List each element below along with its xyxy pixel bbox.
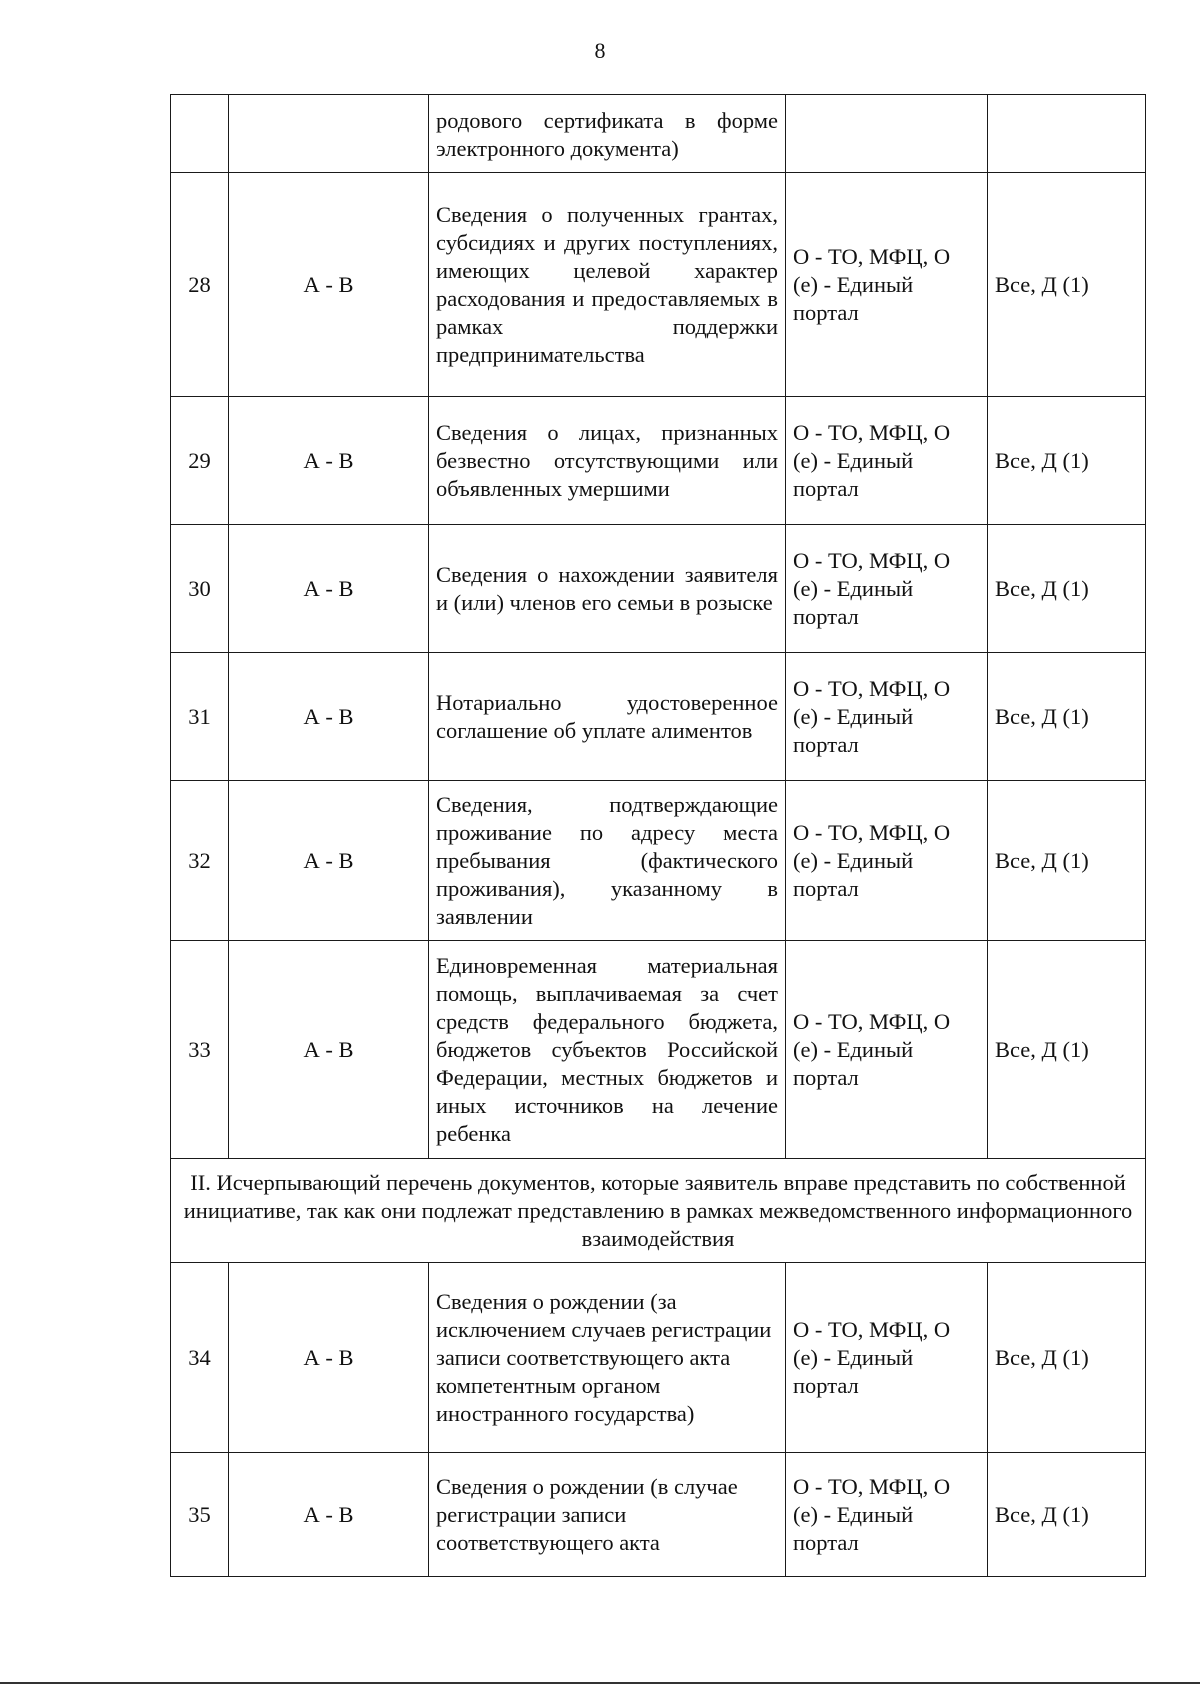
table-row [171,1453,1146,1577]
row-code: А - В [229,1263,429,1453]
row-number: 30 [171,525,229,653]
table-row-continued [171,95,1146,173]
row-description: Сведения о нахождении заявителя и (или) членов его семьи в розыске [429,525,786,653]
row-code: А - В [229,653,429,781]
row-who: Все, Д (1) [988,173,1146,397]
row-description: Сведения о рождении (за исключением случаев регистрации записи соответствующего акта компетентным органом иностранного государства) [429,1263,786,1453]
row-code: А - В [229,1453,429,1577]
row-description-cell: родового сертификата в форме электронного документа) [429,95,786,173]
row-where: О - ТО, МФЦ, О (е) - Единый портал [786,941,988,1159]
row-number: 29 [171,397,229,525]
row-number: 35 [171,1453,229,1577]
row-code: А - В [229,397,429,525]
row-description: Сведения о лицах, признанных безвестно отсутствующими или объявленных умершими [429,397,786,525]
row-number: 33 [171,941,229,1159]
table-row [171,173,1146,397]
row-where: О - ТО, МФЦ, О (е) - Единый портал [786,525,988,653]
row-code: А - В [229,173,429,397]
row-code: А - В [229,525,429,653]
row-code-cell [229,95,429,173]
row-description: Нотариально удостоверенное соглашение об уплате алиментов [429,653,786,781]
row-where: О - ТО, МФЦ, О (е) - Единый портал [786,173,988,397]
row-description: Сведения, подтверждающие проживание по адресу места пребывания (фактического проживания), указанному в заявлении [429,781,786,941]
table-row [171,781,1146,941]
row-where: О - ТО, МФЦ, О (е) - Единый портал [786,1263,988,1453]
section-heading: II. Исчерпывающий перечень документов, которые заявитель вправе представить по собственной инициативе, так как они подлежат представлению в рамках межведомственного информационного взаимодействия [171,1159,1146,1263]
row-where: О - ТО, МФЦ, О (е) - Единый портал [786,397,988,525]
table-row [171,397,1146,525]
row-number: 34 [171,1263,229,1453]
row-who: Все, Д (1) [988,1453,1146,1577]
row-who: Все, Д (1) [988,525,1146,653]
row-where-cell [786,95,988,173]
row-description: Единовременная материальная помощь, выплачиваемая за счет средств федерального бюджета, бюджетов субъектов Российской Федерации, местных бюджетов и иных источников на лечение ребенка [429,941,786,1159]
row-where: О - ТО, МФЦ, О (е) - Единый портал [786,1453,988,1577]
table-row [171,525,1146,653]
row-who-cell [988,95,1146,173]
row-number: 28 [171,173,229,397]
row-where: О - ТО, МФЦ, О (е) - Единый портал [786,781,988,941]
row-who: Все, Д (1) [988,1263,1146,1453]
row-description: Сведения о полученных грантах, субсидиях и других поступлениях, имеющих целевой характер расходования и предоставляемых в рамках поддержки предпринимательства [429,173,786,397]
row-who: Все, Д (1) [988,397,1146,525]
table-row [171,941,1146,1159]
page-number: 8 [594,38,606,63]
table-row [171,1263,1146,1453]
row-description: Сведения о рождении (в случае регистрации записи соответствующего акта [429,1453,786,1577]
row-code: А - В [229,781,429,941]
row-who: Все, Д (1) [988,653,1146,781]
row-code: А - В [229,941,429,1159]
table-row [171,653,1146,781]
row-where: О - ТО, МФЦ, О (е) - Единый портал [786,653,988,781]
row-who: Все, Д (1) [988,781,1146,941]
page-bottom-rule [0,1682,1200,1684]
section-heading-row [171,1159,1146,1263]
row-who: Все, Д (1) [988,941,1146,1159]
row-number: 32 [171,781,229,941]
row-number: 31 [171,653,229,781]
documents-table [170,94,1146,1577]
row-number-cell [171,95,229,173]
